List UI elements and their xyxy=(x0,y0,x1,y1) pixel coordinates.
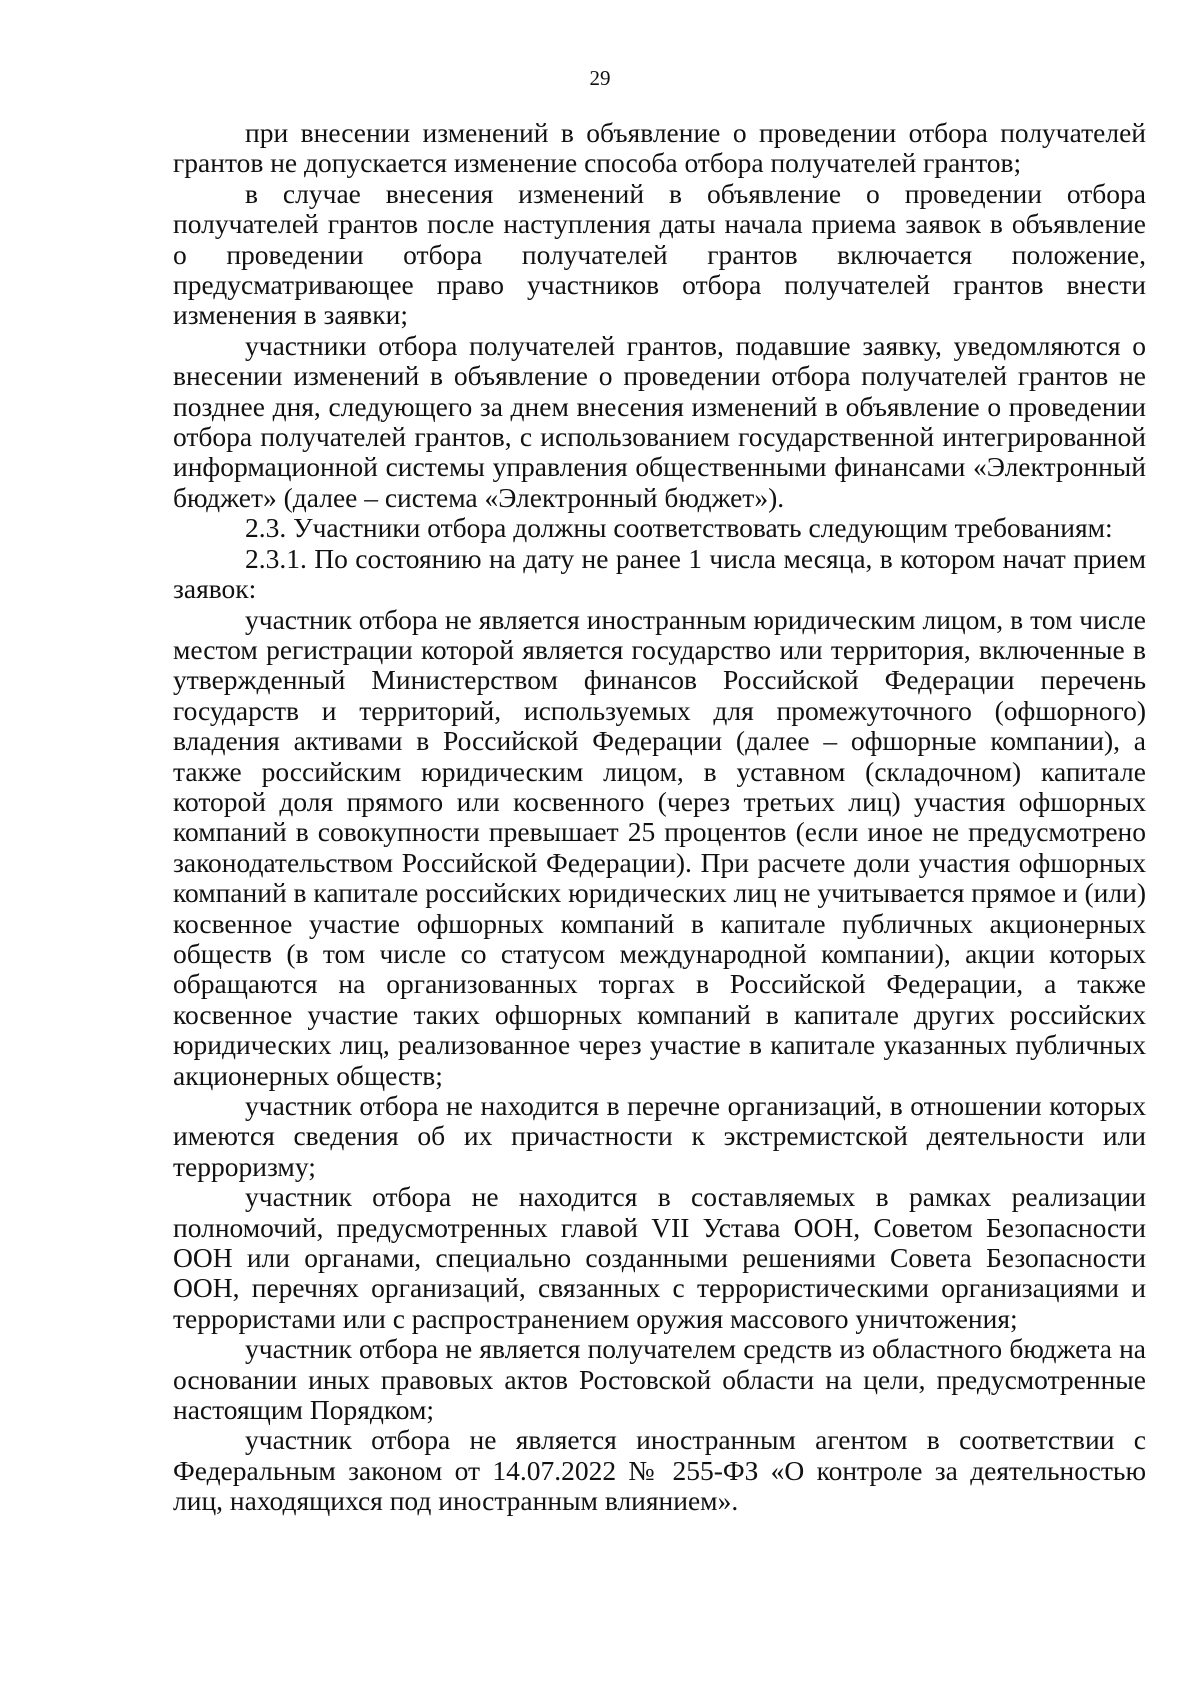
paragraph-regional-budget-requirement: участник отбора не является получателем средств из областного бюджета на основании иных правовых актов Ростовской области на цели, предусмотренные настоящим Порядком; xyxy=(173,1333,1146,1426)
paragraph-amendment-method: при внесении изменений в объявление о проведении отбора получателей грантов не допускается изменение способа отбора получателей грантов; xyxy=(173,117,1146,179)
paragraph-extremism-requirement: участник отбора не находится в перечне организаций, в отношении которых имеются сведения об их причастности к экстремистской деятельности или терроризму; xyxy=(173,1090,1146,1182)
paragraph-un-sanctions-requirement: участник отбора не находится в составляемых в рамках реализации полномочий, предусмотренных главой VII Устава ООН, Советом Безопасности ООН или органами, специально созданными решениями Совета Безопасности ООН, перечнях организаций, связанных с террористическими организациями и террористами или с распространением оружия массового уничтожения; xyxy=(173,1181,1146,1334)
paragraph-section-2-3-1: 2.3.1. По состоянию на дату не ранее 1 числа месяца, в котором начат прием заявок: xyxy=(173,542,1146,605)
page-number: 29 xyxy=(589,66,611,90)
paragraph-offshore-requirement: участник отбора не является иностранным юридическим лицом, в том числе местом регистрации которой является государство или территория, включенные в утвержденный Министерством финансов Российской Федерации перечень государств и территорий, используемых для промежуточного (офшорного) владения активами в Российской Федерации (далее – офшорные компании), а также российским юридическим лицом, в уставном (складочном) капитале которой доля прямого или косвенного (через третьих лиц) участия офшорных компаний в совокупности превышает 25 процентов (если иное не предусмотрено законодательством Российской Федерации). При расчете доли участия офшорных компаний в капитале российских юридических лиц не учитывается прямое и (или) косвенное участие офшорных компаний в капитале публичных акционерных обществ (в том числе со статусом международной компании), акции которых обращаются на организованных торгах в Российской Федерации, а также косвенное участие таких офшорных компаний в капитале других российских юридических лиц, реализованное через участие в капитале указанных публичных акционерных обществ; xyxy=(173,603,1147,1091)
paragraph-amendment-after-start: в случае внесения изменений в объявление о проведении отбора получателей грантов после наступления даты начала приема заявок в объявление о проведении отбора получателей грантов включается положение, предусматривающее право участников отбора получателей грантов внести изменения в заявки; xyxy=(173,177,1146,331)
paragraph-section-2-3: 2.3. Участники отбора должны соответствовать следующим требованиям: xyxy=(245,512,1113,544)
document-body xyxy=(173,118,1146,1517)
paragraph-participants-notified: участники отбора получателей грантов, подавшие заявку, уведомляются о внесении изменений в объявление о проведении отбора получателей грантов не позднее дня, следующего за днем внесения изменений в объявление о проведении отбора получателей грантов, с использованием государственной интегрированной информационной системы управления общественными финансами «Электронный бюджет» (далее – система «Электронный бюджет»). xyxy=(173,329,1146,513)
paragraph-foreign-agent-requirement: участник отбора не является иностранным агентом в соответствии с Федеральным законом от 14.07.2022 № 255-ФЗ «О контроле за деятельностью лиц, находящихся под иностранным влиянием». xyxy=(173,1424,1146,1517)
